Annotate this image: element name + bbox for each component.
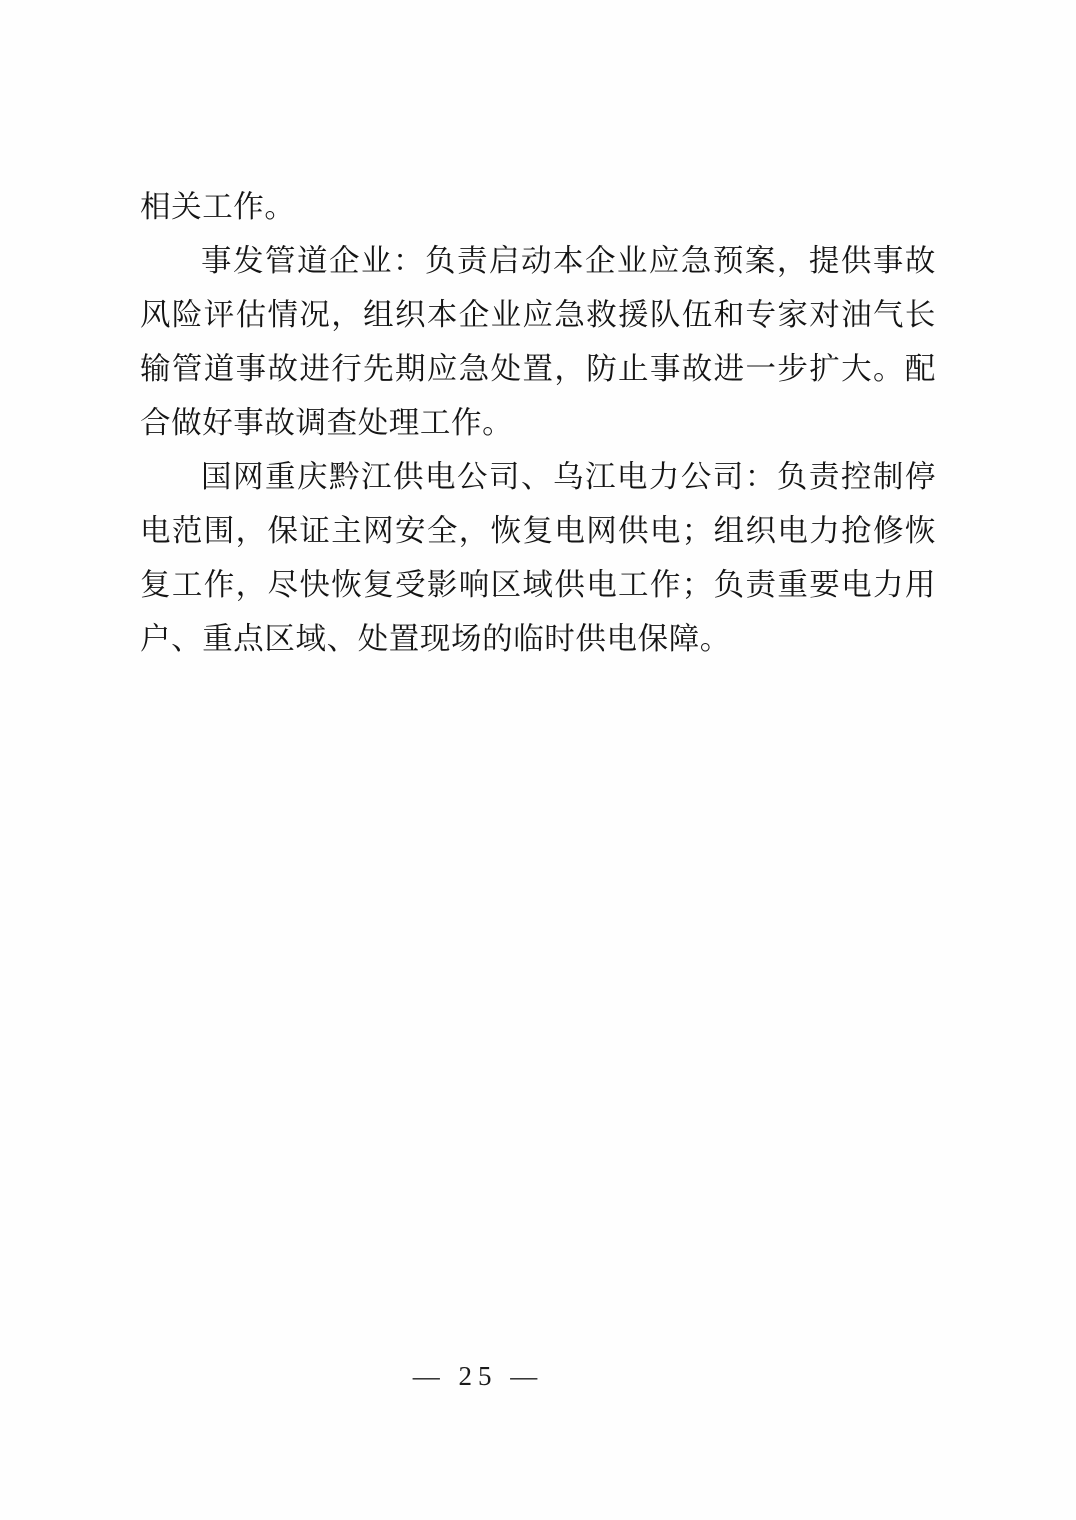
paragraph-power-companies: 国网重庆黔江供电公司、乌江电力公司：负责控制停电范围，保证主网安全，恢复电网供电；组织电力抢修恢复工作，尽快恢复受影响区域供电工作；负责重要电力用户、重点区域、处置现场的临时供电保障。 [140, 460, 936, 656]
page-number: — 25 — [412, 1361, 544, 1391]
paragraph-pipeline-enterprise: 事发管道企业：负责启动本企业应急预案，提供事故风险评估情况，组织本企业应急救援队伍和专家对油气长输管道事故进行先期应急处置，防止事故进一步扩大。配合做好事故调查处理工作。 [140, 244, 936, 440]
paragraph-continued: 相关工作。 [140, 190, 296, 224]
page-footer [0, 1361, 1076, 1392]
document-body [140, 180, 936, 666]
